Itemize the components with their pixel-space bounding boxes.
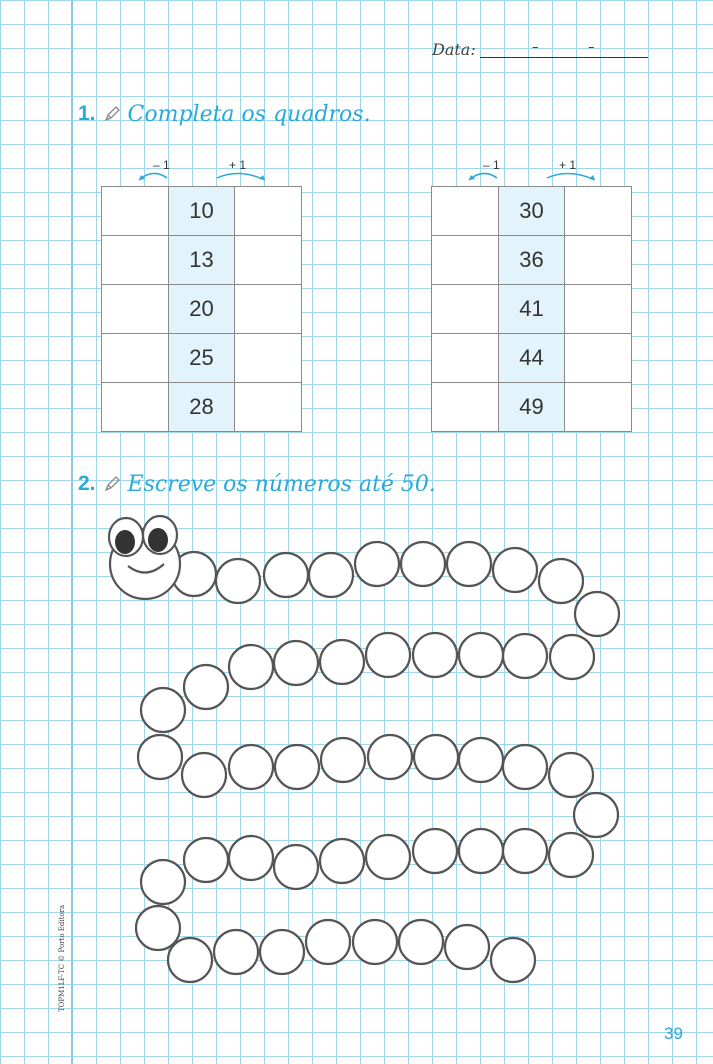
given-number: 25 bbox=[168, 334, 235, 383]
page-number: 39 bbox=[664, 1024, 683, 1043]
plus-one-label: + 1 bbox=[559, 158, 577, 172]
number-circle[interactable] bbox=[138, 735, 182, 779]
number-circle[interactable] bbox=[182, 753, 226, 797]
minus-one-label: – 1 bbox=[483, 158, 500, 172]
number-circle[interactable] bbox=[366, 835, 410, 879]
number-circle[interactable] bbox=[549, 833, 593, 877]
date-label: Data: bbox=[432, 40, 476, 59]
number-circle[interactable] bbox=[447, 542, 491, 586]
number-circle[interactable] bbox=[321, 738, 365, 782]
number-circle[interactable] bbox=[459, 633, 503, 677]
minus-one-label: – 1 bbox=[153, 158, 170, 172]
given-number: 44 bbox=[498, 334, 565, 383]
number-circle[interactable] bbox=[414, 735, 458, 779]
number-circle[interactable] bbox=[168, 938, 212, 982]
date-separator: – bbox=[588, 40, 595, 55]
number-circle[interactable] bbox=[413, 829, 457, 873]
number-circle[interactable] bbox=[229, 645, 273, 689]
copyright-credit: TOPM1LF-TC © Porto Editora bbox=[58, 904, 66, 1012]
number-circle[interactable] bbox=[575, 592, 619, 636]
number-circle[interactable] bbox=[260, 930, 304, 974]
number-circle[interactable] bbox=[539, 559, 583, 603]
number-circle[interactable] bbox=[459, 829, 503, 873]
number-circle[interactable] bbox=[264, 553, 308, 597]
number-circle[interactable] bbox=[355, 542, 399, 586]
number-circle[interactable] bbox=[413, 633, 457, 677]
given-number: 10 bbox=[168, 187, 235, 236]
number-circle[interactable] bbox=[309, 553, 353, 597]
number-circle[interactable] bbox=[306, 920, 350, 964]
exercise-instruction: Completa os quadros. bbox=[127, 101, 371, 127]
given-number: 28 bbox=[168, 383, 235, 432]
number-circle[interactable] bbox=[136, 906, 180, 950]
caterpillar-head bbox=[109, 516, 180, 599]
number-circle[interactable] bbox=[491, 938, 535, 982]
number-circle[interactable] bbox=[320, 640, 364, 684]
number-circle[interactable] bbox=[493, 548, 537, 592]
given-number: 13 bbox=[168, 236, 235, 285]
exercise-number: 2. bbox=[78, 472, 96, 495]
number-circle[interactable] bbox=[274, 845, 318, 889]
number-circle[interactable] bbox=[353, 920, 397, 964]
number-circle[interactable] bbox=[368, 735, 412, 779]
number-circle[interactable] bbox=[399, 920, 443, 964]
number-circle[interactable] bbox=[141, 860, 185, 904]
number-circle[interactable] bbox=[141, 688, 185, 732]
given-number: 20 bbox=[168, 285, 235, 334]
number-circle[interactable] bbox=[216, 559, 260, 603]
number-circle[interactable] bbox=[184, 838, 228, 882]
given-number: 36 bbox=[498, 236, 565, 285]
number-circle[interactable] bbox=[366, 633, 410, 677]
number-circle[interactable] bbox=[503, 829, 547, 873]
number-circle[interactable] bbox=[275, 745, 319, 789]
number-circle[interactable] bbox=[320, 839, 364, 883]
number-circle[interactable] bbox=[503, 634, 547, 678]
number-circle[interactable] bbox=[401, 542, 445, 586]
number-circle[interactable] bbox=[274, 641, 318, 685]
number-circle[interactable] bbox=[459, 738, 503, 782]
number-circle[interactable] bbox=[550, 635, 594, 679]
given-number: 49 bbox=[498, 383, 565, 432]
number-circle[interactable] bbox=[503, 745, 547, 789]
exercise-number: 1. bbox=[78, 102, 96, 125]
number-circle[interactable] bbox=[445, 925, 489, 969]
number-circle[interactable] bbox=[229, 836, 273, 880]
number-circle[interactable] bbox=[549, 753, 593, 797]
number-circle[interactable] bbox=[214, 930, 258, 974]
number-circle[interactable] bbox=[574, 793, 618, 837]
given-number: 41 bbox=[498, 285, 565, 334]
plus-one-label: + 1 bbox=[229, 158, 247, 172]
number-circle[interactable] bbox=[229, 745, 273, 789]
number-circle[interactable] bbox=[184, 665, 228, 709]
given-number: 30 bbox=[498, 187, 565, 236]
date-separator: – bbox=[532, 40, 539, 55]
exercise-instruction: Escreve os números até 50. bbox=[127, 471, 436, 497]
